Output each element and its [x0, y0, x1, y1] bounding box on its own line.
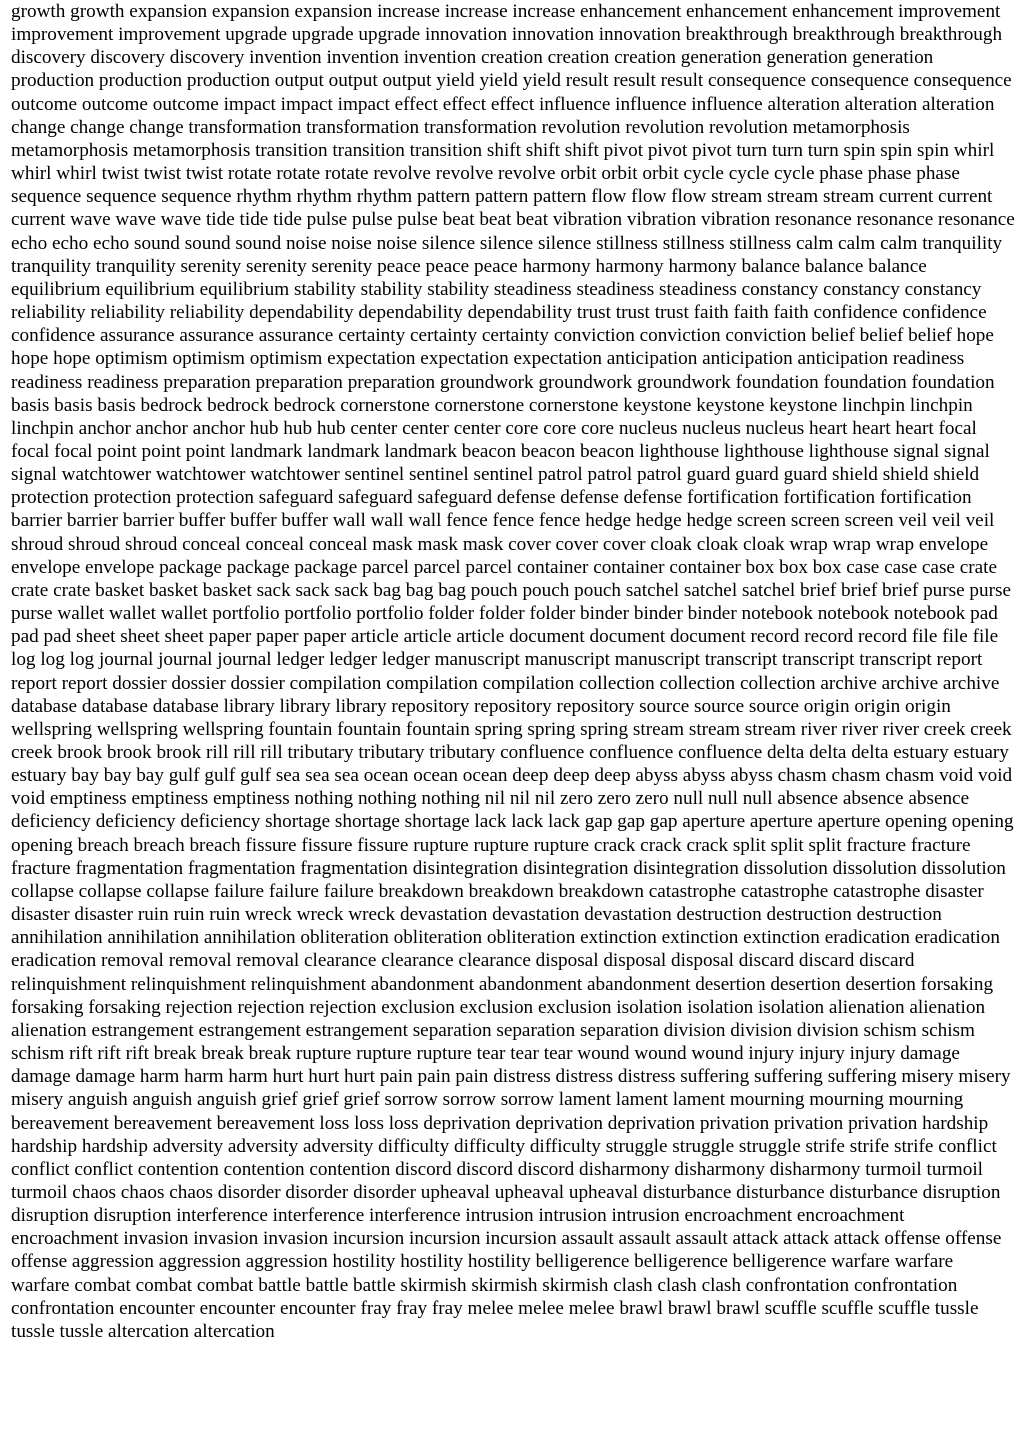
- body-text: growth growth expansion expansion expansion increase increase increase enhancement enhancement enhancement improvement improvement improvement upgrade upgrade upgrade innovation innovation innovation breakthrough breakthrough breakthrough discovery discovery discovery invention invention invention creation creation creation generation generation generation production production production output output output yield yield yield result result result consequence consequence consequence outcome outcome outcome impact impact impact effect effect effect influence influence influence alteration alteration alteration change change change transformation transformation transformation revolution revolution revolution metamorphosis metamorphosis metamorphosis transition transition transition shift shift shift pivot pivot pivot turn turn turn spin spin spin whirl whirl whirl twist twist twist rotate rotate rotate revolve revolve revolve orbit orbit orbit cycle cycle cycle phase phase phase sequence sequence sequence rhythm rhythm rhythm pattern pattern pattern flow flow flow stream stream stream current current current wave wave wave tide tide tide pulse pulse pulse beat beat beat vibration vibration vibration resonance resonance resonance echo echo echo sound sound sound noise noise noise silence silence silence stillness stillness stillness calm calm calm tranquility tranquility tranquility serenity serenity serenity peace peace peace harmony harmony harmony balance balance balance equilibrium equilibrium equilibrium stability stability stability steadiness steadiness steadiness constancy constancy constancy reliability reliability reliability dependability dependability dependability trust trust trust faith faith faith confidence confidence confidence assurance assurance assurance certainty certainty certainty conviction conviction conviction belief belief belief hope hope hope optimism optimism optimism expectation expectation expectation anticipation anticipation anticipation readiness readiness readiness preparation preparation preparation groundwork groundwork groundwork foundation foundation foundation basis basis basis bedrock bedrock bedrock cornerstone cornerstone cornerstone keystone keystone keystone linchpin linchpin linchpin anchor anchor anchor hub hub hub center center center core core core nucleus nucleus nucleus heart heart heart focal focal focal point point point landmark landmark landmark beacon beacon beacon lighthouse lighthouse lighthouse signal signal signal watchtower watchtower watchtower sentinel sentinel sentinel patrol patrol patrol guard guard guard shield shield shield protection protection protection safeguard safeguard safeguard defense defense defense fortification fortification fortification barrier barrier barrier buffer buffer buffer wall wall wall fence fence fence hedge hedge hedge screen screen screen veil veil veil shroud shroud shroud conceal conceal conceal mask mask mask cover cover cover cloak cloak cloak wrap wrap wrap envelope envelope envelope package package package parcel parcel parcel container container container box box box case case case crate crate crate basket basket basket sack sack sack bag bag bag pouch pouch pouch satchel satchel satchel brief brief brief purse purse purse wallet wallet wallet portfolio portfolio portfolio folder folder folder binder binder binder notebook notebook notebook pad pad pad sheet sheet sheet paper paper paper article article article document document document record record record file file file log log log journal journal journal ledger ledger ledger manuscript manuscript manuscript transcript transcript transcript report report report dossier dossier dossier compilation compilation compilation collection collection collection archive archive archive database database database library library library repository repository repository source source source origin origin origin wellspring wellspring wellspring fountain fountain fountain spring spring spring stream stream stream river river river creek creek creek brook brook brook rill rill rill tributary tributary tributary confluence confluence confluence delta delta delta estuary estuary estuary bay bay bay gulf gulf gulf sea sea sea ocean ocean ocean deep deep deep abyss abyss abyss chasm chasm chasm void void void emptiness emptiness emptiness nothing nothing nothing nil nil nil zero zero zero null null null absence absence absence deficiency deficiency deficiency shortage shortage shortage lack lack lack gap gap gap aperture aperture aperture opening opening opening breach breach breach fissure fissure fissure rupture rupture rupture crack crack crack split split split fracture fracture fracture fragmentation fragmentation fragmentation disintegration disintegration disintegration dissolution dissolution dissolution collapse collapse collapse failure failure failure breakdown breakdown breakdown catastrophe catastrophe catastrophe disaster disaster disaster ruin ruin ruin wreck wreck wreck devastation devastation devastation destruction destruction destruction annihilation annihilation annihilation obliteration obliteration obliteration extinction extinction extinction eradication eradication eradication removal removal removal clearance clearance clearance disposal disposal disposal discard discard discard relinquishment relinquishment relinquishment abandonment abandonment abandonment desertion desertion desertion forsaking forsaking forsaking rejection rejection rejection exclusion exclusion exclusion isolation isolation isolation alienation alienation alienation estrangement estrangement estrangement separation separation separation division division division schism schism schism rift rift rift break break break rupture rupture rupture tear tear tear wound wound wound injury injury injury damage damage damage harm harm harm hurt hurt hurt pain pain pain distress distress distress suffering suffering suffering misery misery misery anguish anguish anguish grief grief grief sorrow sorrow sorrow lament lament lament mourning mourning mourning bereavement bereavement bereavement loss loss loss deprivation deprivation deprivation privation privation privation hardship hardship hardship adversity adversity adversity difficulty difficulty difficulty struggle struggle struggle strife strife strife conflict conflict conflict contention contention contention discord discord discord disharmony disharmony disharmony turmoil turmoil turmoil chaos chaos chaos disorder disorder disorder upheaval upheaval upheaval disturbance disturbance disturbance disruption disruption disruption interference interference interference intrusion intrusion intrusion encroachment encroachment encroachment invasion invasion invasion incursion incursion incursion assault assault assault attack attack attack offense offense offense aggression aggression aggression hostility hostility hostility belligerence belligerence belligerence warfare warfare warfare combat combat combat battle battle battle skirmish skirmish skirmish clash clash clash confrontation confrontation confrontation encounter encounter encounter fray fray fray melee melee melee brawl brawl brawl scuffle scuffle scuffle tussle tussle tussle altercation altercation: [11, 1, 1015, 1342]
